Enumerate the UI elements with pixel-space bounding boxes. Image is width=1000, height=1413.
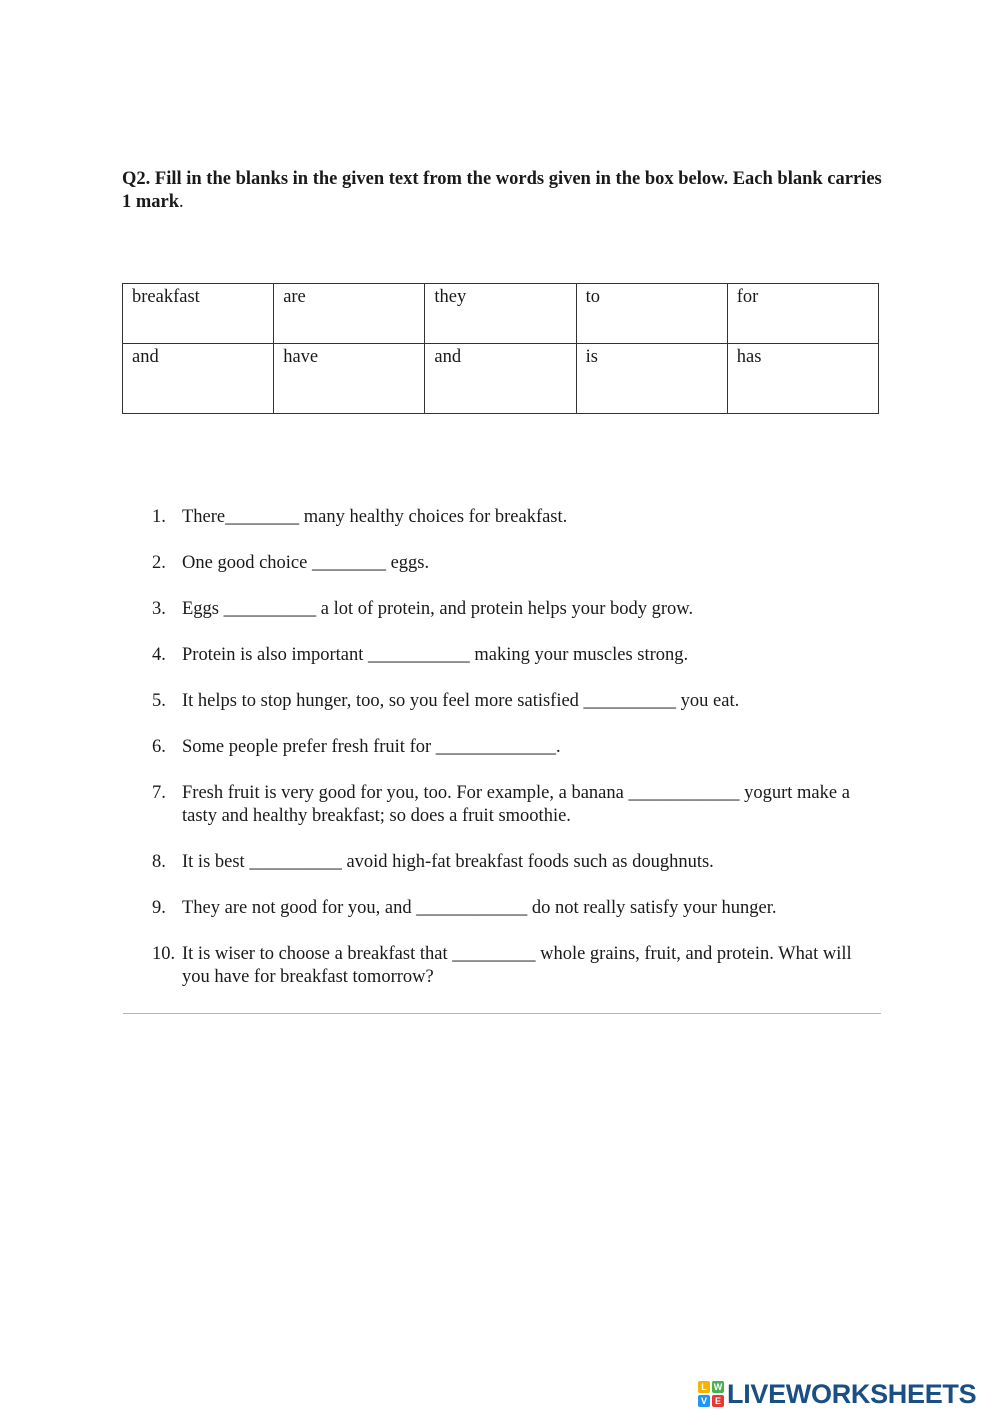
- sentence-number: 10.: [152, 944, 176, 964]
- word-box-cell: is: [576, 344, 727, 414]
- logo-tile: V: [698, 1395, 710, 1407]
- sentence-item: [150, 897, 880, 920]
- logo-tile: E: [712, 1395, 724, 1407]
- sentence-number: 6.: [152, 737, 166, 757]
- sentence-number: 9.: [152, 898, 166, 918]
- sentence-number: 5.: [152, 691, 166, 711]
- word-box-cell: and: [123, 344, 274, 414]
- sentence-number: 4.: [152, 645, 166, 665]
- sentence-text: They are not good for you, and ____________ do not really satisfy your hunger.: [182, 898, 777, 918]
- sentence-item: [150, 506, 880, 529]
- sentence-item: [150, 690, 880, 713]
- word-box-cell: has: [727, 344, 878, 414]
- sentence-item: [150, 598, 880, 621]
- word-box-row: [123, 344, 879, 414]
- word-box-cell: and: [425, 344, 576, 414]
- word-box-table: [122, 283, 879, 414]
- sentence-item: [150, 782, 880, 828]
- sentence-item: [150, 943, 880, 989]
- sentence-text: One good choice ________ eggs.: [182, 553, 430, 573]
- sentence-number: 2.: [152, 553, 166, 573]
- word-box-cell: breakfast: [123, 284, 274, 344]
- bottom-divider: [123, 1013, 881, 1014]
- fill-in-sentences-list: [150, 506, 880, 1012]
- sentence-number: 8.: [152, 852, 166, 872]
- sentence-text: Some people prefer fresh fruit for _____________.: [182, 737, 561, 757]
- word-box-row: [123, 284, 879, 344]
- logo-tile: W: [713, 1382, 723, 1392]
- logo-tile: L: [698, 1381, 710, 1393]
- sentence-item: [150, 736, 880, 759]
- question-instructions-bold: Q2. Fill in the blanks in the given text from the words given in the box below. Each blank carries 1 mark: [122, 169, 882, 212]
- sentence-number: 3.: [152, 599, 166, 619]
- brand-name: LIVEWORKSHEETS: [727, 1379, 977, 1409]
- sentence-text: It is wiser to choose a breakfast that _________ whole grains, fruit, and protein. What will you have for breakfast tomorrow?: [182, 944, 852, 987]
- sentence-text: It is best __________ avoid high-fat breakfast foods such as doughnuts.: [182, 852, 714, 872]
- word-box-cell: they: [425, 284, 576, 344]
- sentence-text: Eggs __________ a lot of protein, and protein helps your body grow.: [182, 599, 694, 619]
- word-box-cell: to: [576, 284, 727, 344]
- sentence-item: [150, 552, 880, 575]
- sentence-text: It helps to stop hunger, too, so you feel more satisfied __________ you eat.: [182, 691, 740, 711]
- word-box-cell: are: [274, 284, 425, 344]
- word-box-cell: have: [274, 344, 425, 414]
- sentence-item: [150, 644, 880, 667]
- sentence-text: There________ many healthy choices for breakfast.: [182, 507, 568, 527]
- question-instructions-period: .: [179, 192, 184, 212]
- liveworksheets-logo-icon: [698, 1381, 724, 1407]
- sentence-number: 7.: [152, 783, 166, 803]
- liveworksheets-brand: [698, 1379, 976, 1409]
- question-instructions: [122, 168, 882, 214]
- word-box-cell: for: [727, 284, 878, 344]
- sentence-text: Protein is also important ___________ making your muscles strong.: [182, 645, 689, 665]
- sentence-item: [150, 851, 880, 874]
- sentence-text: Fresh fruit is very good for you, too. For example, a banana ____________ yogurt make a tasty and healthy breakfast; so does a fruit smoothie.: [182, 783, 850, 826]
- sentence-number: 1.: [152, 507, 166, 527]
